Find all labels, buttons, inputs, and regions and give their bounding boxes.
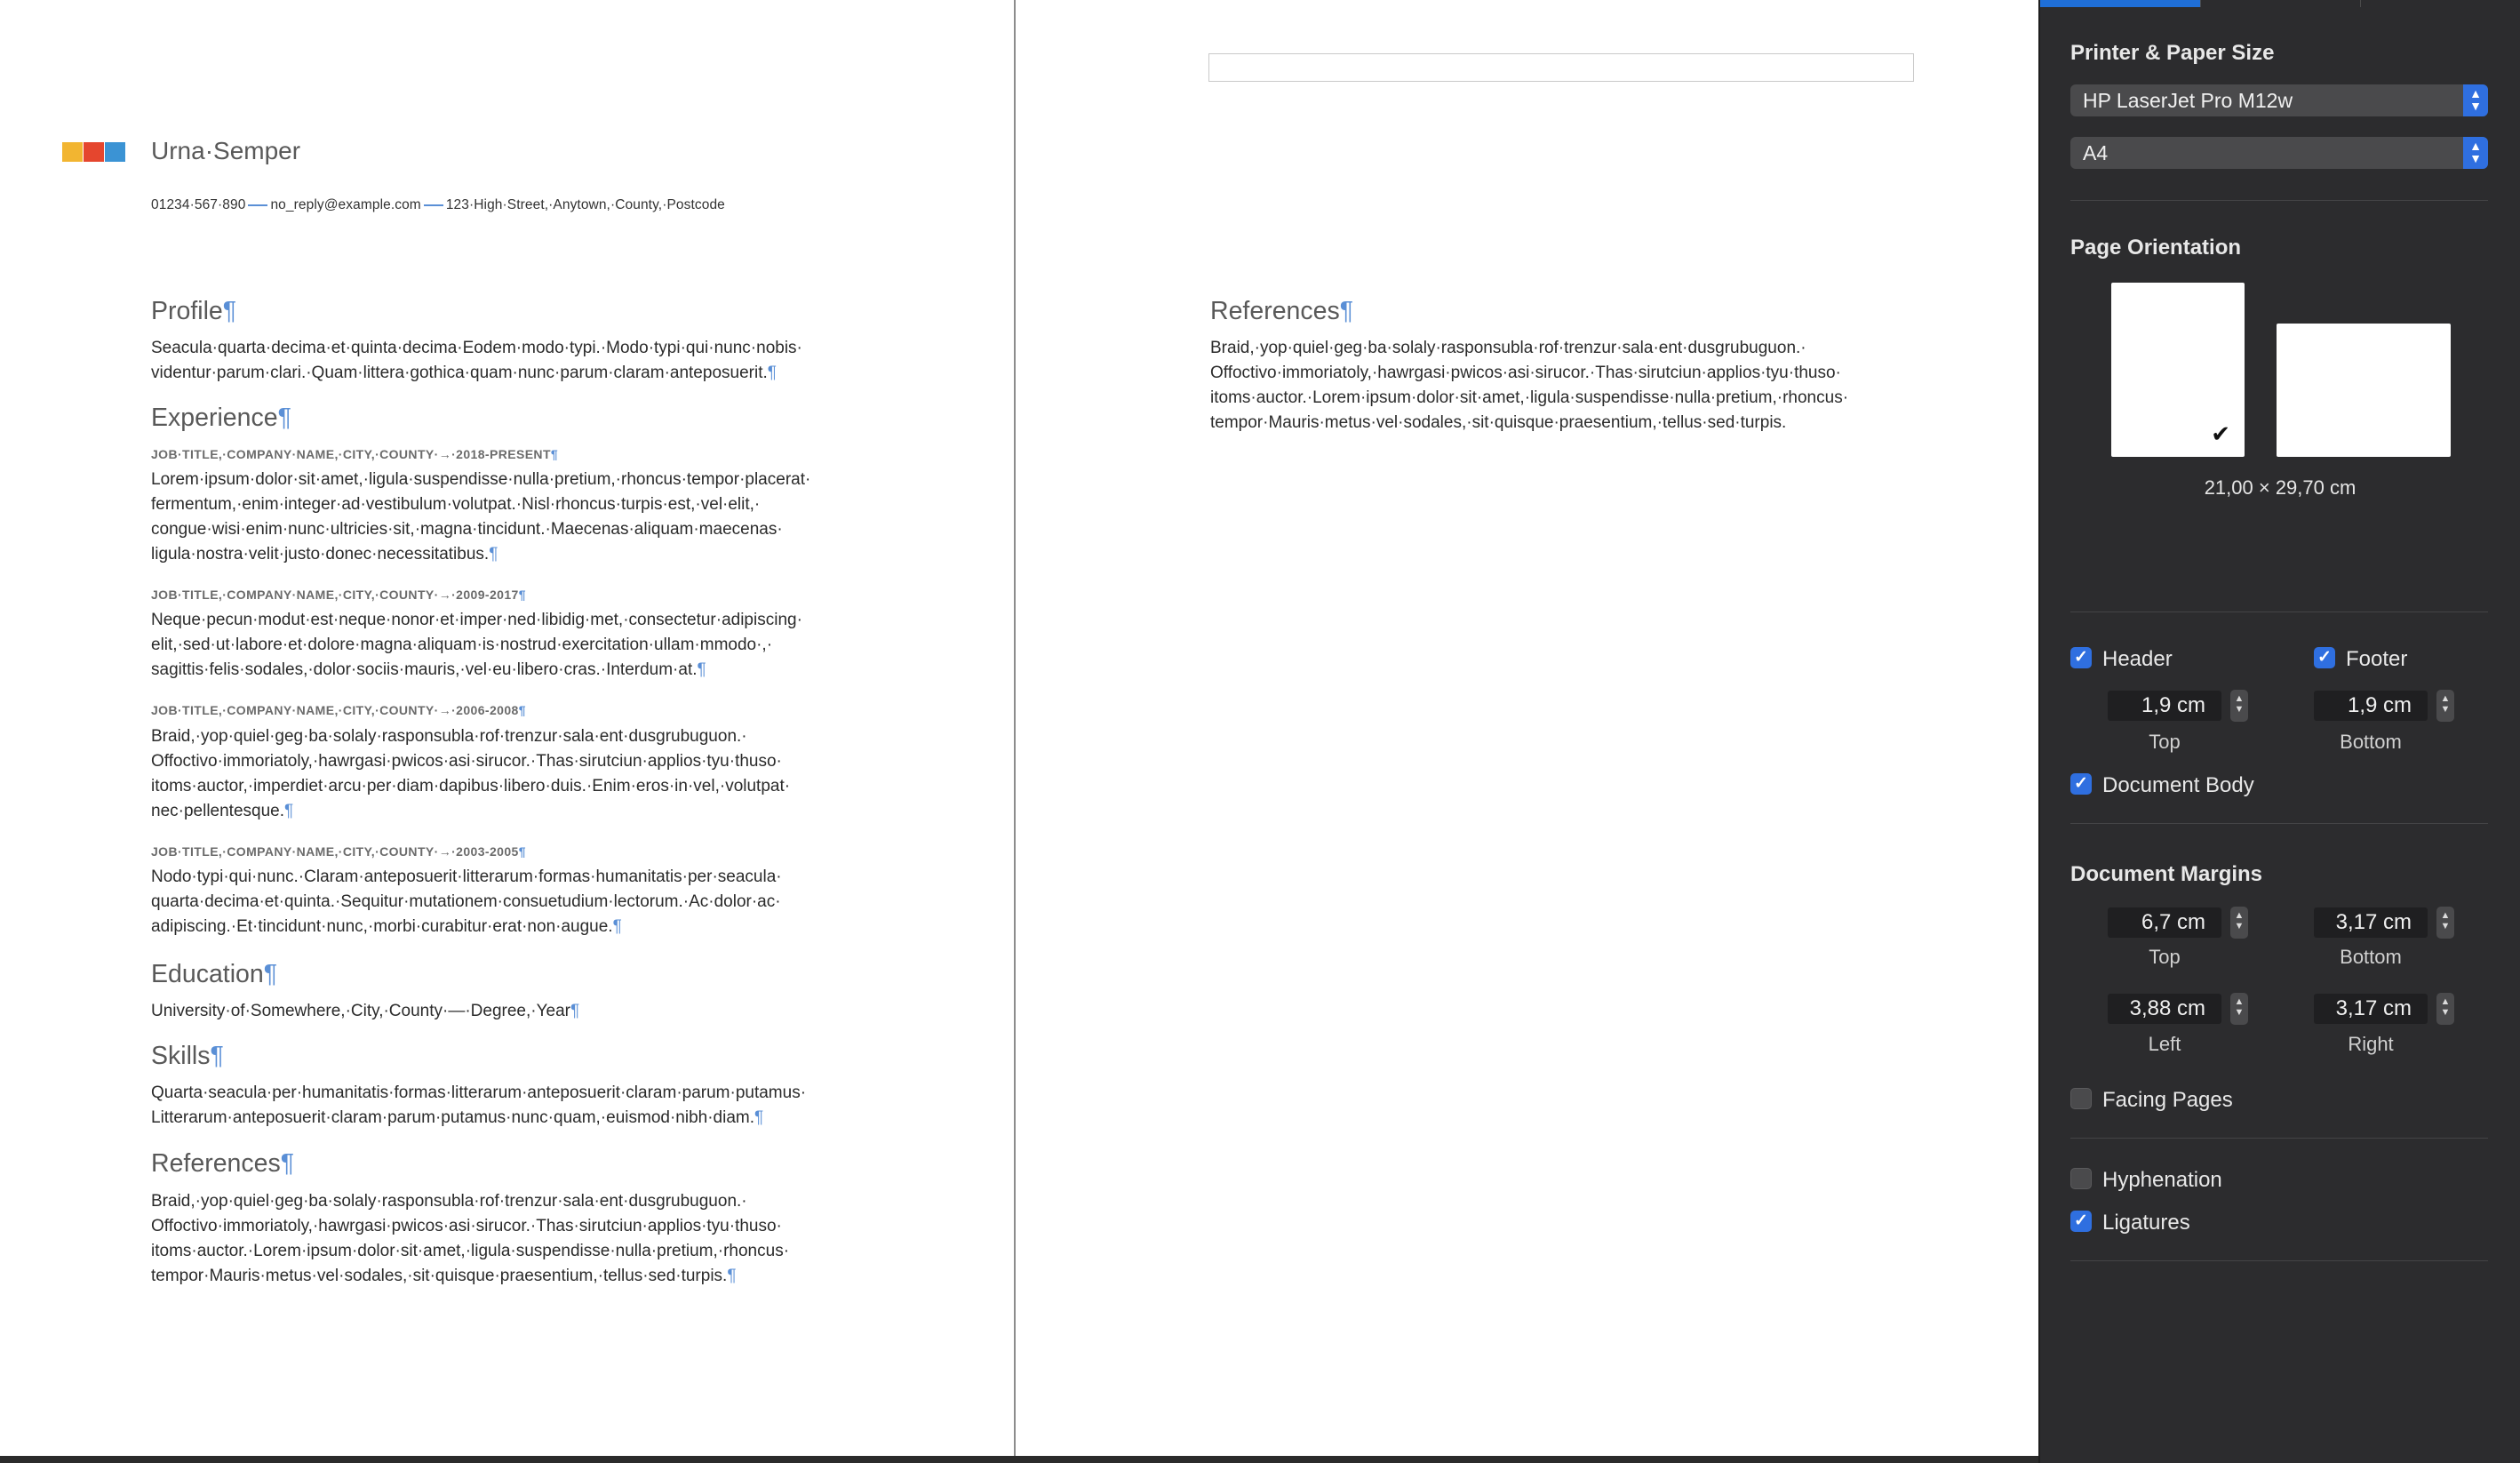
pilcrow-mark: ¶ [570,1002,580,1020]
footer-checkbox[interactable] [2314,647,2335,668]
margins-section-title: Document Margins [2070,862,2263,886]
tab-section[interactable] [2200,0,2361,7]
document-body-checkbox[interactable] [2070,773,2092,795]
bottom-strip [0,1456,2038,1463]
pilcrow-mark: ¶ [518,588,526,602]
pilcrow-mark: ¶ [280,1149,295,1178]
job-meta-1[interactable] [151,447,558,461]
page-dimensions: 21,00 × 29,70 cm [2204,476,2357,499]
pilcrow-mark: ¶ [697,660,706,679]
job-meta-text: JOB·TITLE,·COMPANY·NAME,·CITY,·COUNTY·→·2009-2017 [151,588,519,602]
contact-phone: 01234·567·890 [151,197,246,212]
printer-select[interactable] [2070,84,2488,116]
margin-bottom-caption: Bottom [2340,946,2402,968]
paragraph-job-4[interactable] [151,865,862,939]
pilcrow-mark: ¶ [1339,297,1354,325]
contact-line[interactable] [151,197,725,213]
heading-experience[interactable] [151,404,291,433]
footer-bottom-stepper[interactable]: ▲ ▼ [2436,690,2454,722]
job-meta-text: JOB·TITLE,·COMPANY·NAME,·CITY,·COUNTY·→·2003-2005 [151,844,519,859]
paragraph-text: Neque·pecun·modut·est·neque·nonor·et·imper·ned·libidig·met,·consectetur·adipiscing· elit,·sed·ut·labore·et·dolore·magna·aliquam·is·nostrud·exercitation·ullam·mmodo·,· sagittis·felis·sodales,·dolor·sociis·mauris,·vel·eu·libero·cras.·Interdum·at. [151,611,802,679]
separator-line [248,204,267,206]
resume-name[interactable]: Urna·Semper [151,137,301,164]
heading-education[interactable] [151,960,277,989]
hyphenation-checkbox[interactable] [2070,1168,2092,1189]
logo-square-blue [105,142,125,162]
margin-bottom-field[interactable]: 3,17 cm [2314,907,2428,938]
header-field[interactable] [1208,53,1914,82]
tab-bookmarks[interactable] [2360,0,2520,7]
divider [2070,823,2488,824]
logo [62,142,125,162]
paragraph-text: Braid,·yop·quiel·geg·ba·solaly·rasponsubla·rof·trenzur·sala·ent·dusgrubuguon.· Offoctivo·immoriatoly,·hawrgasi·pwicos·asi·sirucor.·Thas·sirutciun·applios·tyu·thuso· itoms·auctor,·imperdiet·arcu·per·diam·dapibus·libero·duis.·Enim·eros·in·vel,·volutpat· nec·pellentesque. [151,727,791,820]
header-top-stepper[interactable]: ▲ ▼ [2230,690,2248,722]
paragraph-profile[interactable] [151,336,862,386]
pilcrow-mark: ¶ [277,404,291,432]
pilcrow-mark: ¶ [612,917,622,936]
heading-references-page-2[interactable] [1210,297,1353,326]
heading-text: Skills [151,1042,211,1070]
pilcrow-mark: ¶ [727,1267,737,1285]
header-top-caption: Top [2149,731,2181,753]
paragraph-text: Seacula·quarta·decima·et·quinta·decima·Eodem·modo·typi.·Modo·typi·qui·nunc·nobis· videntur·parum·clari.·Quam·littera·gothica·quam·nunc·parum·claram·anteposuerit. [151,339,802,382]
heading-text: Profile [151,297,223,325]
orientation-portrait-button[interactable] [2111,283,2245,457]
margin-top-field[interactable]: 6,7 cm [2108,907,2221,938]
job-meta-3[interactable] [151,703,526,717]
page-2[interactable] [1016,0,2038,1456]
orientation-landscape-button[interactable] [2277,324,2451,457]
job-meta-4[interactable] [151,844,526,859]
paragraph-job-1[interactable] [151,468,862,567]
header-top-field[interactable]: 1,9 cm [2108,691,2221,721]
heading-profile[interactable] [151,297,236,326]
paragraph-text: Quarta·seacula·per·humanitatis·formas·litterarum·anteposuerit·claram·parum·putamus· Litterarum·anteposuerit·claram·parum·putamus·nunc·quam,·euismod·nibh·diam. [151,1083,807,1127]
paragraph-education[interactable] [151,999,862,1024]
footer-bottom-field[interactable]: 1,9 cm [2314,691,2428,721]
divider [2070,200,2488,201]
inspector-tabbar [2040,0,2520,7]
printer-select-value: HP LaserJet Pro M12w [2083,89,2293,112]
heading-text: Education [151,960,264,988]
logo-square-red [84,142,104,162]
pilcrow-mark: ¶ [284,802,294,820]
paragraph-text: Braid,·yop·quiel·geg·ba·solaly·rasponsubla·rof·trenzur·sala·ent·dusgrubuguon.· Offoctivo·immoriatoly,·hawrgasi·pwicos·asi·sirucor.·Thas·sirutciun·applios·tyu·thuso· itoms·auctor.·Lorem·ipsum·dolor·sit·amet,·ligula·suspendisse·nulla·pretium,·rhoncus· tempor·Mauris·metus·vel·sodales,·sit·quisque·praesentium,·tellus·sed·turpis. [151,1192,790,1285]
checkmark-icon: ✓ [2074,648,2088,667]
page-1[interactable] [0,0,1014,1456]
header-checkbox[interactable] [2070,647,2092,668]
orientation-section-title: Page Orientation [2070,236,2242,260]
divider [2070,1138,2488,1139]
tab-document[interactable] [2040,0,2200,7]
paper-size-select[interactable] [2070,137,2488,169]
margin-bottom-stepper[interactable]: ▲ ▼ [2436,907,2454,939]
heading-skills[interactable] [151,1042,224,1071]
margin-left-field[interactable]: 3,88 cm [2108,994,2221,1024]
paper-size-value: A4 [2083,141,2109,164]
checkmark-icon: ✓ [2317,648,2332,667]
paragraph-skills[interactable] [151,1081,862,1131]
paragraph-references[interactable] [151,1189,862,1289]
paragraph-text: Nodo·typi·qui·nunc.·Claram·anteposuerit·litterarum·formas·humanitatis·per·seacula· quarta·decima·et·quinta.·Sequitur·mutationem·consuetudium·lectorum.·Ac·dolor·ac· adipiscing.·Et·tincidunt·nunc,·morbi·curabitur·erat·non·augue. [151,867,782,936]
contact-address: 123·High·Street,·Anytown,·County,·Postcode [445,197,725,212]
divider [2070,1260,2488,1261]
pilcrow-mark: ¶ [754,1108,764,1127]
pilcrow-mark: ¶ [767,364,777,382]
pilcrow-mark: ¶ [263,960,278,988]
separator-line [424,204,443,206]
checkmark-icon: ✓ [2074,1211,2088,1230]
document-body-label: Document Body [2102,773,2254,797]
paragraph-text: University·of·Somewhere,·City,·County·—·Degree,·Year [151,1002,570,1020]
heading-text: Experience [151,404,278,432]
paragraph-job-3[interactable] [151,724,862,824]
margin-top-stepper[interactable]: ▲ ▼ [2230,907,2248,939]
facing-pages-label: Facing Pages [2102,1088,2233,1112]
checkmark-icon: ✓ [2074,774,2088,793]
margin-top-caption: Top [2149,946,2181,968]
margin-right-field[interactable]: 3,17 cm [2314,994,2428,1024]
paragraph-job-2[interactable] [151,608,862,683]
header-label: Header [2102,647,2173,671]
margin-right-caption: Right [2348,1033,2394,1055]
footer-label: Footer [2346,647,2408,671]
checkmark-icon: ✔ [2211,420,2230,447]
pilcrow-mark: ¶ [489,545,498,564]
paragraph-text: Braid,·yop·quiel·geg·ba·solaly·rasponsubla·rof·trenzur·sala·ent·dusgrubuguon.· Offoctivo·immoriatoly,·hawrgasi·pwicos·asi·sirucor.·Thas·sirutciun·applios·tyu·thuso· itoms·auctor.·Lorem·ipsum·dolor·sit·amet,·ligula·suspendisse·nulla·pretium,·rhoncus· tempor·Mauris·metus·vel·sodales,·sit·quisque·praesentium,·tellus·sed·turpis. [1210,339,1849,432]
margin-left-stepper[interactable]: ▲ ▼ [2230,993,2248,1025]
contact-email: no_reply@example.com [270,197,421,212]
job-meta-text: JOB·TITLE,·COMPANY·NAME,·CITY,·COUNTY·→·2018-PRESENT [151,447,551,461]
printer-section-title: Printer & Paper Size [2070,41,2275,65]
logo-square-yellow [62,142,83,162]
heading-text: References [151,1149,281,1178]
paragraph-text: Lorem·ipsum·dolor·sit·amet,·ligula·suspendisse·nulla·pretium,·rhoncus·tempor·placerat· fermentum,·enim·integer·ad·vestibulum·volutpat.·Nisl·rhoncus·turpis·est,·vel·elit,· congue·wisi·enim·nunc·ultricies·sit,·magna·tincidunt.·Maecenas·aliquam·maecenas· ligula·nostra·velit·justo·donec·necessitatibus. [151,470,811,564]
pilcrow-mark: ¶ [550,447,559,461]
pilcrow-mark: ¶ [222,297,237,325]
pilcrow-mark: ¶ [518,844,526,859]
job-meta-2[interactable] [151,588,526,602]
chevron-up-down-icon: ▲ ▼ [2463,84,2488,116]
footer-bottom-caption: Bottom [2340,731,2402,753]
paragraph-references-page-2[interactable] [1210,336,1921,436]
heading-references[interactable] [151,1149,294,1179]
document-inspector [2038,0,2520,1463]
pilcrow-mark: ¶ [210,1042,224,1070]
heading-text: References [1210,297,1340,325]
facing-pages-checkbox[interactable] [2070,1088,2092,1109]
margin-right-stepper[interactable]: ▲ ▼ [2436,993,2454,1025]
ligatures-label: Ligatures [2102,1211,2190,1235]
chevron-up-down-icon: ▲ ▼ [2463,137,2488,169]
margin-left-caption: Left [2148,1033,2181,1055]
job-meta-text: JOB·TITLE,·COMPANY·NAME,·CITY,·COUNTY·→·2006-2008 [151,703,519,717]
ligatures-checkbox[interactable] [2070,1211,2092,1232]
hyphenation-label: Hyphenation [2102,1168,2222,1192]
pilcrow-mark: ¶ [518,703,526,717]
